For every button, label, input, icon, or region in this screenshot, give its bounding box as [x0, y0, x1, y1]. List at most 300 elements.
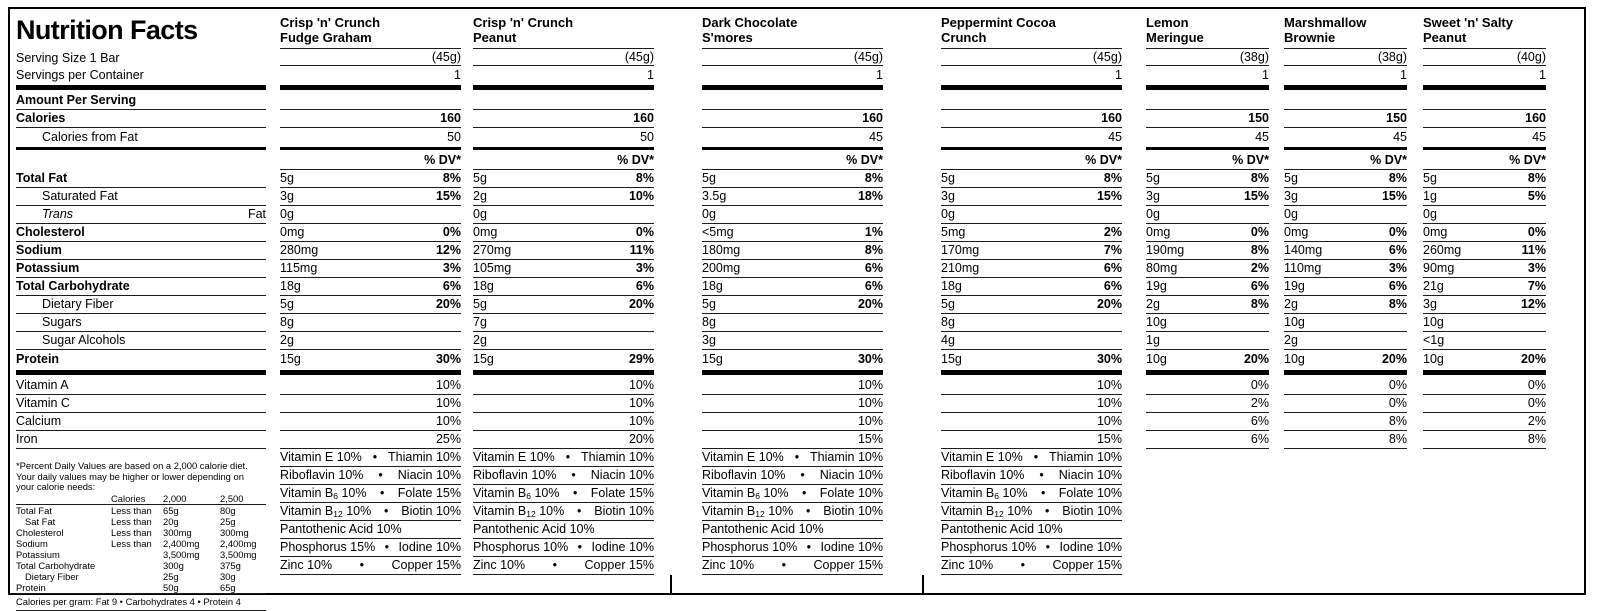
- nutrient-amount: 110mg: [1284, 261, 1322, 275]
- extra-vitamin-left: Phosphorus 10%: [941, 540, 1037, 554]
- divider-thick: [941, 85, 1122, 90]
- nutrient-label-row: [16, 188, 266, 206]
- nutrient-value-row: [1284, 206, 1407, 224]
- nutrient-amount: 200mg: [702, 261, 741, 275]
- nutrient-dv: 12%: [435, 243, 461, 257]
- amount-per-serving-spacer: [1146, 92, 1269, 110]
- vitamin-value-row: 10%: [280, 395, 461, 413]
- nutrient-dv: 3%: [1527, 261, 1546, 275]
- nutrient-labels: [16, 170, 266, 368]
- extra-vitamin-left: Pantothenic Acid 10%: [941, 522, 1063, 536]
- nutrient-label-italic: Trans: [42, 207, 74, 221]
- dv-header: % DV*: [280, 152, 461, 170]
- extra-vitamin-right: Niacin 10%: [819, 468, 883, 482]
- extra-vitamin-row: [473, 485, 654, 503]
- vitamin-value-row: 0%: [1284, 377, 1407, 395]
- extra-vitamin-row: [280, 557, 461, 575]
- footnote-header-cell: 2,500: [220, 492, 244, 504]
- nutrient-value-row: [280, 350, 461, 368]
- footnote-cell: [111, 549, 163, 560]
- nutrient-amount: 8g: [280, 315, 294, 329]
- nutrient-value-row: [1423, 188, 1546, 206]
- footnote-cell: Sat Fat: [25, 515, 56, 527]
- bullet: •: [1045, 504, 1050, 518]
- nutrient-amount: 0mg: [1423, 225, 1448, 239]
- nutrient-dv: 20%: [1096, 297, 1122, 311]
- bullet: •: [1040, 486, 1046, 500]
- nutrient-dv: 20%: [628, 297, 654, 311]
- extra-vitamin-row: [941, 503, 1122, 521]
- extra-vitamin-left: Vitamin $B_6$ 10%: [473, 486, 560, 501]
- extra-vitamin-row: [473, 539, 654, 557]
- nutrient-value-row: [941, 296, 1122, 314]
- nutrient-value-row: [1423, 296, 1546, 314]
- divider-thick: [280, 85, 461, 90]
- nutrient-amount: <1g: [1423, 333, 1445, 347]
- nutrient-dv: 20%: [1243, 352, 1269, 366]
- nutrient-dv: 1%: [864, 225, 883, 239]
- divider-medium: [280, 147, 461, 150]
- nutrient-label-row: [16, 242, 266, 260]
- nutrient-dv: 8%: [1250, 171, 1269, 185]
- footnote-cell: Less than: [111, 515, 152, 527]
- calories-from-fat-value: 50: [447, 130, 461, 144]
- nutrient-amount: 5g: [702, 297, 716, 311]
- vitamin-value-row: 10%: [280, 413, 461, 431]
- nutrient-dv: 8%: [635, 171, 654, 185]
- footnote-cell: Dietary Fiber: [25, 570, 79, 582]
- nutrient-dv: 0%: [1527, 225, 1546, 239]
- nutrient-value-row: [1146, 242, 1269, 260]
- extra-vitamin-left: Riboflavin 10%: [280, 468, 364, 482]
- nutrient-value-row: [280, 188, 461, 206]
- calories-from-fat-value: 45: [1393, 130, 1407, 144]
- amount-per-serving-spacer: [280, 92, 461, 110]
- extra-vitamin-right: Biotin 10%: [823, 504, 883, 518]
- nutrient-label-row: [16, 296, 266, 314]
- footnote-cell: 2,400mg: [220, 537, 257, 549]
- nutrient-dv: 5%: [1527, 189, 1546, 203]
- nutrient-amount: 0g: [280, 207, 294, 221]
- nutrient-value-row: [280, 206, 461, 224]
- servings-count: 1: [454, 68, 461, 82]
- bullet: •: [577, 540, 583, 554]
- nutrient-value-row: [1423, 278, 1546, 296]
- nutrient-value-row: [1146, 260, 1269, 278]
- product-column-2: [473, 15, 654, 575]
- extra-vitamin-right: Copper 15%: [584, 558, 654, 572]
- nutrient-dv: 6%: [1388, 279, 1407, 293]
- product-name-line: Crunch: [941, 30, 987, 45]
- extra-vitamin-row: [702, 521, 883, 539]
- serving-size-label: Serving Size 1 Bar: [16, 51, 120, 65]
- vitamin-value-row: 10%: [473, 395, 654, 413]
- extra-vitamin-right: Folate 10%: [819, 486, 883, 500]
- nutrient-amount: 2g: [473, 333, 487, 347]
- calories-per-gram-note: Calories per gram: Fat 9 • Carbohydrates 4 • Protein 4: [16, 594, 266, 611]
- nutrient-amount: 0mg: [1284, 225, 1309, 239]
- serving-weight: (45g): [473, 49, 654, 66]
- nutrient-dv: 8%: [1103, 171, 1122, 185]
- footnote-table-row: [16, 538, 266, 549]
- extra-vitamin-row: [473, 467, 654, 485]
- bullet: •: [1039, 468, 1044, 482]
- nutrient-value-row: [1284, 188, 1407, 206]
- nutrient-value-row: [1284, 260, 1407, 278]
- vitamin-label-row: Vitamin A: [16, 377, 266, 395]
- divider-medium: [1423, 147, 1546, 150]
- nutrient-amount: 18g: [280, 279, 301, 293]
- nutrient-amount: 0g: [1423, 207, 1437, 221]
- nutrient-amount: 21g: [1423, 279, 1444, 293]
- dv-header: % DV*: [1423, 152, 1546, 170]
- nutrient-value-row: [473, 224, 654, 242]
- nutrient-amount: 115mg: [280, 261, 318, 275]
- footnote-cell: 30g: [220, 570, 236, 582]
- nutrient-amount: 90mg: [1423, 261, 1455, 275]
- serving-weight: (45g): [280, 49, 461, 66]
- nutrient-dv: 15%: [1381, 189, 1407, 203]
- nutrient-dv: 8%: [1388, 171, 1407, 185]
- extra-vitamin-row: [702, 557, 883, 575]
- vitamin-label-row: Iron: [16, 431, 266, 449]
- vitamin-value-row: 20%: [473, 431, 654, 449]
- product-name-line: Meringue: [1146, 30, 1204, 45]
- product-name: [1146, 15, 1269, 49]
- product-column-6: [1284, 15, 1407, 449]
- divider-thick: [1423, 85, 1546, 90]
- nutrient-value-row: [1146, 206, 1269, 224]
- divider-thick: [280, 370, 461, 375]
- bullet: •: [372, 450, 378, 464]
- vitamin-value-row: 10%: [702, 413, 883, 431]
- nutrient-amount: 3g: [1146, 189, 1160, 203]
- extra-vitamin-right: Biotin 10%: [594, 504, 654, 518]
- nutrient-value-row: [280, 314, 461, 332]
- nutrient-value-row: [1423, 350, 1546, 368]
- extra-vitamin-row: [280, 539, 461, 557]
- serving-weight: (45g): [702, 49, 883, 66]
- extra-vitamin-row: [702, 485, 883, 503]
- nutrient-value-row: [941, 224, 1122, 242]
- extra-vitamin-right: Thiamin 10%: [388, 450, 461, 464]
- nutrient-amount: 0g: [941, 207, 955, 221]
- extra-vitamin-right: Thiamin 10%: [1049, 450, 1122, 464]
- bullet: •: [1033, 450, 1039, 464]
- footnote-table-row: [16, 527, 266, 538]
- serving-weight: (45g): [941, 49, 1122, 66]
- nutrient-amount: 280mg: [280, 243, 319, 257]
- nutrient-value-row: [702, 188, 883, 206]
- footnote-cell: Cholesterol: [16, 526, 64, 538]
- vitamin-value-row: 6%: [1146, 431, 1269, 449]
- nutrient-amount: 5g: [473, 171, 487, 185]
- vitamin-value-row: 8%: [1284, 413, 1407, 431]
- nutrient-amount: 0g: [1146, 207, 1160, 221]
- servings-count: 1: [647, 68, 654, 82]
- nutrient-dv: 11%: [629, 243, 654, 257]
- calories-from-fat-value: 50: [640, 130, 654, 144]
- nutrient-value-row: [941, 260, 1122, 278]
- calories-value: 150: [1284, 110, 1407, 128]
- product-name-line: Crisp 'n' Crunch: [280, 15, 381, 30]
- nutrient-dv: 30%: [1096, 352, 1122, 366]
- nutrient-dv: 6%: [1250, 279, 1269, 293]
- extra-vitamin-left: Vitamin $B_6$ 10%: [702, 486, 789, 501]
- extra-vitamin-left: Pantothenic Acid 10%: [702, 522, 824, 536]
- footnote-cell: Protein: [16, 581, 46, 593]
- nutrient-amount: 10g: [1423, 315, 1444, 329]
- nutrient-amount: 0mg: [473, 225, 498, 239]
- footnote-cell: 65g: [163, 504, 179, 516]
- nutrient-value-row: [1146, 224, 1269, 242]
- nutrient-value-row: [1423, 224, 1546, 242]
- nutrient-value-row: [473, 296, 654, 314]
- nutrient-value-row: [280, 278, 461, 296]
- footnote-cell: 375g: [220, 559, 241, 571]
- nutrient-value-row: [1423, 206, 1546, 224]
- vitamin-value-row: 0%: [1146, 377, 1269, 395]
- nutrient-amount: 5g: [1423, 171, 1437, 185]
- bullet: •: [384, 540, 390, 554]
- footnote-header-cell: 2,000: [163, 492, 187, 504]
- nutrient-label-row: [16, 350, 266, 368]
- product-column-5: [1146, 15, 1269, 449]
- extra-vitamin-right: Folate 10%: [1058, 486, 1122, 500]
- nutrient-amount: 5g: [941, 297, 955, 311]
- nutrient-dv: 3%: [635, 261, 654, 275]
- product-name: [702, 15, 883, 49]
- nutrient-label: Saturated Fat: [42, 189, 118, 203]
- footnote-cell: Less than: [111, 504, 152, 516]
- nutrient-value-row: [473, 278, 654, 296]
- nutrient-value-row: [473, 350, 654, 368]
- extra-vitamin-row: [941, 467, 1122, 485]
- nutrient-value-row: [702, 314, 883, 332]
- nutrient-value-row: [280, 242, 461, 260]
- bullet: •: [781, 558, 786, 572]
- nutrient-value-row: [702, 296, 883, 314]
- nutrient-value-row: [702, 332, 883, 350]
- nutrient-dv: 0%: [635, 225, 654, 239]
- nutrient-value-row: [473, 206, 654, 224]
- product-name-line: Peppermint Cocoa: [941, 15, 1056, 30]
- dv-header: % DV*: [1284, 152, 1407, 170]
- extra-vitamin-row: [702, 467, 883, 485]
- extra-vitamin-right: Biotin 10%: [401, 504, 461, 518]
- divider-thick: [473, 370, 654, 375]
- nutrient-dv: 8%: [864, 171, 883, 185]
- calories-label: Calories: [16, 110, 266, 128]
- vitamin-value-row: 10%: [941, 395, 1122, 413]
- serving-weight: (38g): [1146, 49, 1269, 66]
- divider-thick: [1284, 370, 1407, 375]
- extra-vitamin-row: [702, 503, 883, 521]
- extra-vitamin-left: Phosphorus 10%: [702, 540, 798, 554]
- nutrient-amount: 5g: [280, 297, 294, 311]
- nutrient-dv: 30%: [435, 352, 461, 366]
- nutrient-value-row: [941, 206, 1122, 224]
- nutrient-amount: 5g: [1146, 171, 1160, 185]
- divider-medium: [16, 147, 266, 150]
- product-name-line: Brownie: [1284, 30, 1336, 45]
- vitamin-value-row: 8%: [1423, 431, 1546, 449]
- divider-thick: [473, 85, 654, 90]
- nutrient-dv: 8%: [1250, 243, 1269, 257]
- nutrient-amount: 8g: [941, 315, 955, 329]
- product-name-line: S'mores: [702, 30, 753, 45]
- extra-vitamin-left: Riboflavin 10%: [473, 468, 557, 482]
- bullet: •: [379, 486, 385, 500]
- dv-header: % DV*: [473, 152, 654, 170]
- nutrient-amount: 80mg: [1146, 261, 1178, 275]
- extra-vitamin-left: Vitamin E 10%: [702, 450, 784, 464]
- nutrient-amount: 8g: [702, 315, 716, 329]
- product-name: [941, 15, 1122, 49]
- bullet: •: [571, 468, 576, 482]
- extra-vitamin-row: [280, 503, 461, 521]
- footnote-cell: Sodium: [16, 537, 48, 549]
- extra-vitamin-left: Vitamin $B_{12}$ 10%: [280, 504, 372, 519]
- vitamin-value-row: 0%: [1423, 377, 1546, 395]
- product-column-4: [941, 15, 1122, 575]
- extra-vitamin-left: Zinc 10%: [473, 558, 526, 572]
- nutrient-value-row: [280, 260, 461, 278]
- extra-vitamin-left: Vitamin E 10%: [941, 450, 1023, 464]
- panel-fold-tick: [670, 575, 672, 593]
- nutrient-amount: 180mg: [702, 243, 741, 257]
- nutrient-dv: 0%: [1388, 225, 1407, 239]
- nutrient-dv: 15%: [435, 189, 461, 203]
- nutrient-dv: 6%: [635, 279, 654, 293]
- extra-vitamin-right: Biotin 10%: [1062, 504, 1122, 518]
- product-name-line: Fudge Graham: [280, 30, 372, 45]
- nutrient-label: Protein: [16, 352, 60, 366]
- footnote-cell: [111, 571, 163, 582]
- bullet: •: [1045, 540, 1051, 554]
- extra-vitamin-left: Phosphorus 15%: [280, 540, 376, 554]
- footnote-table-row: [16, 571, 266, 582]
- footnote-cell: 80g: [220, 504, 236, 516]
- nutrient-value-row: [941, 350, 1122, 368]
- nutrient-label: Total Fat: [16, 171, 68, 185]
- vitamin-value-row: 8%: [1284, 431, 1407, 449]
- nutrient-amount: 4g: [941, 333, 955, 347]
- nutrient-dv: 8%: [442, 171, 461, 185]
- footnote-table: [16, 493, 266, 594]
- nutrient-value-row: [473, 170, 654, 188]
- nutrient-value-row: [1146, 332, 1269, 350]
- amount-per-serving-label: Amount Per Serving: [16, 92, 266, 110]
- bullet: •: [384, 504, 389, 518]
- divider-thick: [1284, 85, 1407, 90]
- nutrient-label: Sodium: [16, 243, 62, 257]
- nutrient-dv: 20%: [1520, 352, 1546, 366]
- nutrient-dv: 30%: [857, 352, 883, 366]
- nutrient-value-row: [280, 296, 461, 314]
- nutrient-amount: 10g: [1146, 352, 1167, 366]
- nutrient-value-row: [702, 350, 883, 368]
- nutrient-amount: 10g: [1284, 315, 1305, 329]
- nutrient-value-row: [1423, 242, 1546, 260]
- vitamin-value-row: 15%: [941, 431, 1122, 449]
- vitamin-labels: [16, 377, 266, 449]
- product-name: [1284, 15, 1407, 49]
- vitamin-value-row: 10%: [702, 395, 883, 413]
- divider-medium: [473, 147, 654, 150]
- footnote-cell: 300mg: [220, 526, 249, 538]
- bullet: •: [577, 504, 582, 518]
- product-name-line: Peanut: [1423, 30, 1467, 45]
- nutrient-amount: 2g: [1284, 297, 1298, 311]
- product-column-3: [702, 15, 883, 575]
- nutrient-value-row: [1423, 314, 1546, 332]
- nutrient-value-row: [702, 206, 883, 224]
- extra-vitamin-left: Vitamin E 10%: [473, 450, 555, 464]
- nutrient-dv: 8%: [864, 243, 883, 257]
- calories-value: 160: [1423, 110, 1546, 128]
- extra-vitamin-row: [473, 557, 654, 575]
- divider-thick: [16, 85, 266, 90]
- extra-vitamin-right: Thiamin 10%: [810, 450, 883, 464]
- nutrient-amount: <5mg: [702, 225, 734, 239]
- servings-per-container-label: Servings per Container: [16, 68, 144, 82]
- extra-vitamin-left: Pantothenic Acid 10%: [473, 522, 595, 536]
- nutrient-value-row: [702, 278, 883, 296]
- footnote-text: *Percent Daily Values are based on a 2,000 calorie diet. Your daily values may be higher or lower depending on your calorie needs:: [16, 460, 248, 492]
- nutrient-value-row: [473, 188, 654, 206]
- nutrient-label: Total Carbohydrate: [16, 279, 130, 293]
- calories-from-fat-value: 45: [1255, 130, 1269, 144]
- footnote-table-row: [16, 582, 266, 594]
- calories-value: 160: [941, 110, 1122, 128]
- serving-weight: (40g): [1423, 49, 1546, 66]
- dv-header-spacer: [16, 152, 266, 170]
- nutrient-amount: 19g: [1146, 279, 1167, 293]
- extra-vitamin-row: [280, 449, 461, 467]
- product-name-line: Crisp 'n' Crunch: [473, 15, 574, 30]
- footnote-cell: 50g: [163, 581, 179, 593]
- footnote-cell: Potassium: [16, 548, 60, 560]
- nutrient-dv: 6%: [864, 261, 883, 275]
- footnote-table-row: [16, 516, 266, 527]
- nutrient-value-row: [702, 260, 883, 278]
- calories-from-fat-value: 45: [1532, 130, 1546, 144]
- product-name-line: Lemon: [1146, 15, 1189, 30]
- nutrient-amount: 2g: [1284, 333, 1298, 347]
- nutrient-dv: 20%: [857, 297, 883, 311]
- calories-from-fat-value: 45: [1108, 130, 1122, 144]
- nutrient-amount: 18g: [473, 279, 494, 293]
- bullet: •: [565, 450, 571, 464]
- extra-vitamin-row: [941, 539, 1122, 557]
- nutrient-dv: 12%: [1520, 297, 1546, 311]
- footnote-header-cell: [16, 493, 111, 504]
- extra-vitamin-right: Copper 15%: [391, 558, 461, 572]
- nutrient-dv: 18%: [857, 189, 883, 203]
- servings-count: 1: [1539, 68, 1546, 82]
- nutrient-value-row: [280, 170, 461, 188]
- bullet: •: [378, 468, 383, 482]
- vitamin-value-row: 25%: [280, 431, 461, 449]
- vitamin-value-row: 10%: [702, 377, 883, 395]
- nutrient-amount: 19g: [1284, 279, 1305, 293]
- nutrient-dv: 20%: [435, 297, 461, 311]
- vitamin-label-row: Vitamin C: [16, 395, 266, 413]
- extra-vitamin-row: [473, 521, 654, 539]
- amount-per-serving-spacer: [941, 92, 1122, 110]
- nutrient-dv: 2%: [1103, 225, 1122, 239]
